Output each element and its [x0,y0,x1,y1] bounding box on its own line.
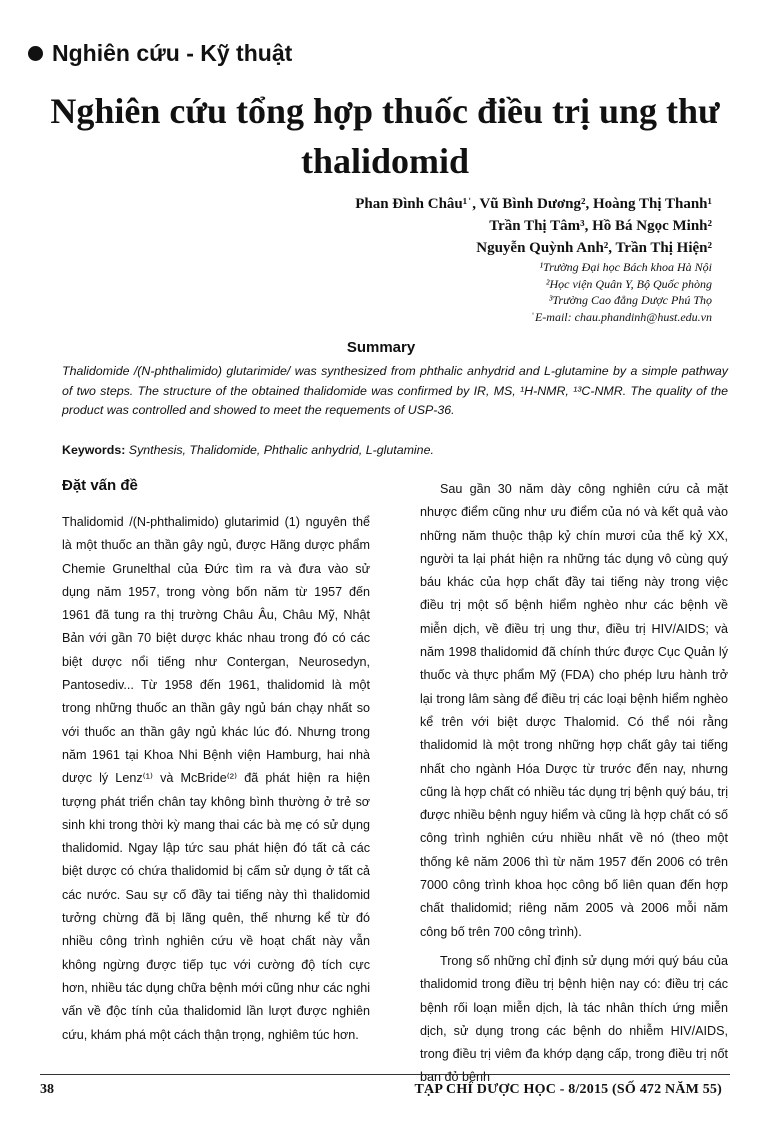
keywords [62,441,728,460]
body-paragraph: Thalidomid /(N-phthalimido) glutarimid (1) nguyên thể là một thuốc an thần gây ngủ, được Hãng dược phẩm Chemie Grunelthal của Đức tìm ra và đưa vào sử dụng năm 1957, trong vòng bốn năm từ 1957 đến 1961 đã tung ra thị trường Châu Âu, Châu Mỹ, Nhật Bản với gần 70 biệt dược khác nhau trong đó có các biệt dược nổi tiếng như Contergan, Neurosedyn, Pantosediv... Từ 1958 đến 1961, thalidomid là một trong những thuốc an thần gây ngủ bán chạy nhất so với thuốc an thần gây ngủ khác lúc đó. Nhưng trong năm 1961 tại Khoa Nhi Bệnh viện Hamburg, hai nhà dược lý Lenz⁽¹⁾ và McBride⁽²⁾ đã phát hiện ra hiện tượng phát triển chân tay không bình thường ở trẻ sơ sinh khi trong thời kỳ mang thai các bà mẹ có sử dụng thalidomid. Ngay lập tức sau phát hiện đó tất cả các biệt dược có chứa thalidomid bị cấm sử dụng ở tất cả các nước. Sau sự cố đầy tai tiếng này thì thalidomid tưởng chừng đã bị lãng quên, thế nhưng kể từ đó nhiều công trình nghiên cứu về hoạt chất này vẫn không ngừng được tiếp tục với cường độ tích cực hơn, nhiều tác dụng chữa bệnh mới cũng như các nghi vấn về độc tính của thalidomid lần lượt được nghiên cứu, khám phá một cách thận trọng, nghiêm túc hơn. [62,515,370,1042]
section-heading: Đặt vấn đề [62,477,138,494]
author-line-1: Phan Đình Châu¹ˈ, Vũ Bình Dương², Hoàng Thị Thanh¹ [355,196,712,212]
body-paragraph: Sau gần 30 năm dày công nghiên cứu cả mặt nhược điểm cũng như ưu điểm của nó và kết quả vào những năm thuộc thập kỷ chín mươi của thế kỷ XX, người ta lại phát hiện ra những tác dụng vô cùng quý báu khác của hợp chất đầy tai tiếng này trong việc điều trị một số bệnh hiểm nghèo như các bệnh về miễn dịch, về điều trị ung thư, điều trị HIV/AIDS; và năm 1998 thalidomid đã chính thức được Cục Quản lý thuốc và thực phẩm Mỹ (FDA) cho phép lưu hành trở lại trong lâm sàng để điều trị các loại bệnh hiểm nghèo kể trên với biệt dược Thalomid. Có thể nói rằng thalidomid là một trong những hợp chất gây tai tiếng nhất cho ngành Hóa Dược từ trước đến nay, nhưng cũng là hợp chất có nhiều tác dụng trị bệnh quý báu, trị được nhiều bệnh nguy hiểm và cũng là hợp chất có số công trình nghiên cứu nhiều nhất về nó (theo một thống kê năm 2006 thì từ năm 1957 đến 2006 có trên 7000 công trình khoa học công bố liên quan đến hợp chất thalidomid; riêng năm 2005 và 2006 mỗi năm công bố trên 700 công trình). [420,482,728,939]
footer-divider [40,1074,730,1075]
journal-footer: TẠP CHÍ DƯỢC HỌC - 8/2015 (SỐ 472 NĂM 55) [414,1082,722,1097]
affiliation-list [152,259,712,325]
keywords-label: Keywords: [62,443,126,457]
author-line-2: Trần Thị Tâm³, Hồ Bá Ngọc Minh² [489,218,712,234]
article-title: Nghiên cứu tổng hợp thuốc điều trị ung thư thalidomid [50,91,720,181]
section-tag [28,40,292,67]
affiliation-3: ³Trường Cao đẳng Dược Phú Thọ [548,293,712,307]
author-line-3: Nguyễn Quỳnh Anh², Trần Thị Hiện² [476,240,712,256]
summary-text: Thalidomide /(N-phthalimido) glutarimide/ was synthesized from phthalic anhydrid and L-glutamine by a simple pathway of two steps. The structure of the obtained thalidomide was confirmed by IR, MS, ¹H-NMR, ¹³C-NMR. The quality of the product was controlled and showed to meet the requements of USP-36. [62,364,728,418]
affiliation-2: ²Học viện Quân Y, Bộ Quốc phòng [545,276,712,291]
author-list [152,193,712,259]
page-number: 38 [40,1082,54,1097]
keywords-list: Synthesis, Thalidomide, Phthalic anhydrid, L-glutamine. [125,443,434,457]
right-column [420,478,728,1090]
body-paragraph: Trong số những chỉ định sử dụng mới quý báu của thalidomid trong điều trị bệnh hiện nay có: điều trị các bệnh rối loạn miễn dịch, là tác nhân thích ứng miễn dịch, sử dụng trong các bệnh do nhiễm HIV/AIDS, trong điều trị viêm đa khớp dạng cấp, trong điều trị nốt ban đỏ bệnh [420,953,728,1085]
contact-email: ˈE-mail: chau.phandinh@hust.edu.vn [530,309,712,324]
section-tag-label: Nghiên cứu - Kỹ thuật [52,40,293,66]
affiliation-1: ¹Trường Đại học Bách khoa Hà Nội [539,260,712,274]
summary-heading: Summary [346,339,416,356]
bullet-icon [28,46,43,61]
left-column [62,476,370,1047]
